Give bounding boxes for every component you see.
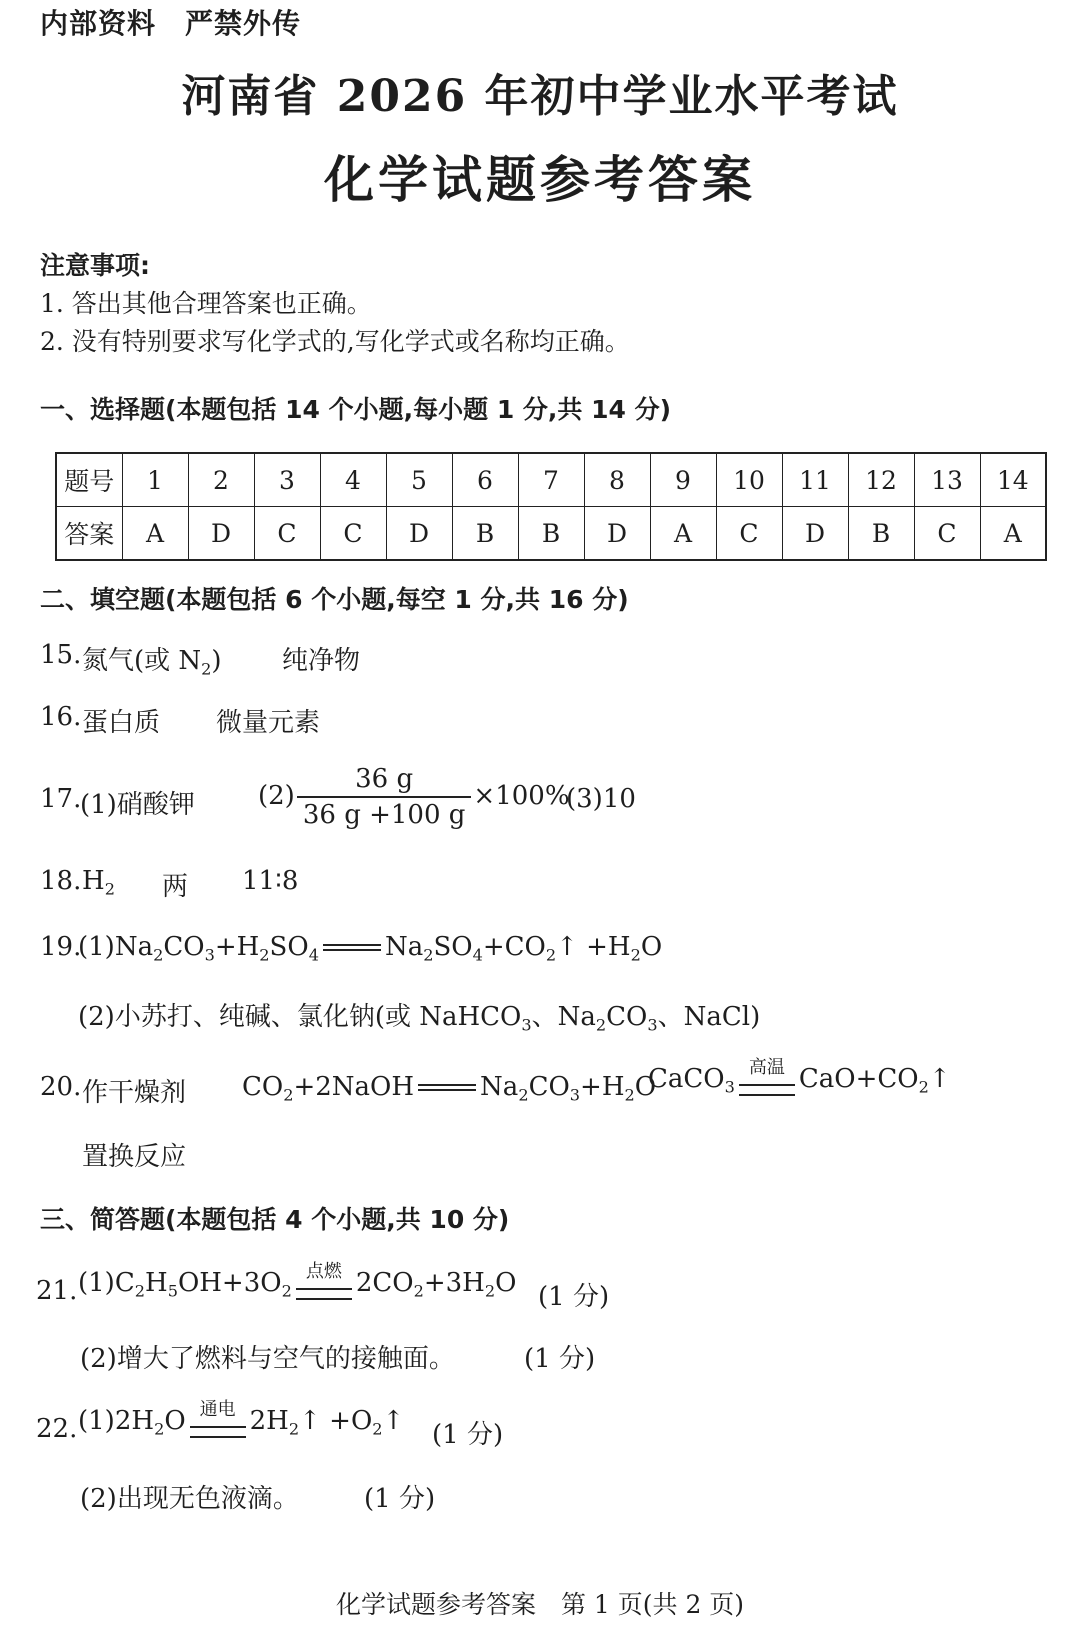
table-row-numbers — [56, 453, 1046, 507]
section3-heading: 三、简答题(本题包括 4 个小题,共 10 分) — [40, 1205, 510, 1234]
answer-cell: C — [716, 507, 782, 561]
page-footer: 化学试题参考答案 第 1 页(共 2 页) — [335, 1590, 745, 1619]
answer-cell: A — [122, 507, 188, 561]
q20-answer-1: 作干燥剂 — [82, 1078, 187, 1108]
row-label: 题号 — [56, 453, 122, 507]
answer-cell: D — [782, 507, 848, 561]
question-number-cell: 7 — [518, 453, 584, 507]
q22-score-1: (1 分) — [432, 1420, 504, 1450]
row-label: 答案 — [56, 507, 122, 561]
notes-heading: 注意事项: — [40, 251, 150, 280]
q19-part2: (2)小苏打、纯碱、氯化钠(或 NaHCO$_3$、$Na_2CO_3$、NaCl) — [78, 1002, 761, 1035]
q15-number: 15. — [40, 640, 82, 670]
question-number-cell: 13 — [914, 453, 980, 507]
note-item: 2. 没有特别要求写化学式的,写化学式或名称均正确。 — [40, 327, 630, 356]
answer-cell: C — [914, 507, 980, 561]
q21-score-2: (1 分) — [524, 1344, 596, 1374]
answer-cell: B — [848, 507, 914, 561]
q16-answer-2: 微量元素 — [216, 708, 321, 738]
reaction-condition: 通电 — [190, 1400, 246, 1444]
question-number-cell: 10 — [716, 453, 782, 507]
equals-sign — [418, 1078, 476, 1098]
q19-equation: $(1)Na_2CO_3+H_2SO_4$ $Na_2SO_4+CO_2↑ +H_2O$ — [78, 932, 663, 965]
q15-answer-2: 纯净物 — [282, 646, 361, 676]
section2-heading: 二、填空题(本题包括 6 个小题,每空 1 分,共 16 分) — [40, 585, 629, 614]
reaction-condition: 点燃 — [296, 1262, 352, 1306]
question-number-cell: 8 — [584, 453, 650, 507]
question-number-cell: 5 — [386, 453, 452, 507]
internal-note: 内部资料 严禁外传 — [40, 7, 302, 40]
q22-score-2: (1 分) — [364, 1484, 436, 1514]
multiple-choice-answer-table — [55, 452, 1047, 561]
fraction: $\frac{36 g}{36 g +100 g}$ — [297, 762, 472, 832]
q21-equation: $(1)C_2H_5OH+3O_2$ 点燃 $2CO_2+3H_2O$ — [78, 1262, 516, 1306]
question-number-cell: 3 — [254, 453, 320, 507]
answer-cell: D — [386, 507, 452, 561]
q17-part3: (3)10 — [566, 784, 636, 814]
q17-part1: (1)硝酸钾 — [80, 790, 195, 820]
question-number-cell: 12 — [848, 453, 914, 507]
table-row-answers — [56, 507, 1046, 561]
q18-answer-1: $H_2$ — [82, 866, 115, 899]
q18-answer-2: 两 — [162, 872, 189, 902]
reaction-condition: 高温 — [739, 1058, 795, 1102]
q17-part2: (2) $\frac{36 g}{36 g +100 g}$ ×100% — [258, 764, 570, 830]
q20-equation-2: CaCO$_3$ 高温 $CaO+CO_2↑$ — [648, 1058, 951, 1102]
answer-cell: D — [188, 507, 254, 561]
question-number-cell: 6 — [452, 453, 518, 507]
q22-part2: (2)出现无色液滴。 — [80, 1484, 299, 1514]
q17-number: 17. — [40, 784, 82, 814]
answer-cell: A — [650, 507, 716, 561]
note-item: 1. 答出其他合理答案也正确。 — [40, 289, 372, 318]
question-number-cell: 14 — [980, 453, 1046, 507]
q21-score-1: (1 分) — [538, 1282, 610, 1312]
q15-answer-1: 氮气(或 $N_2$) — [82, 646, 222, 679]
q22-equation: $(1)2H_2O$ 通电 $2H_2↑$ $+O_2↑$ — [78, 1400, 404, 1444]
answer-cell: C — [254, 507, 320, 561]
q20-number: 20. — [40, 1072, 82, 1102]
answer-key-title: 化学试题参考答案 — [324, 150, 756, 209]
exam-title: 河南省 2026 年初中学业水平考试 — [181, 71, 899, 122]
q16-number: 16. — [40, 702, 82, 732]
answer-cell: C — [320, 507, 386, 561]
section1-heading: 一、选择题(本题包括 14 个小题,每小题 1 分,共 14 分) — [40, 395, 672, 424]
answer-cell: B — [518, 507, 584, 561]
answer-cell: D — [584, 507, 650, 561]
q16-answer-1: 蛋白质 — [82, 708, 161, 738]
question-number-cell: 9 — [650, 453, 716, 507]
q18-number: 18. — [40, 866, 82, 896]
question-number-cell: 1 — [122, 453, 188, 507]
question-number-cell: 4 — [320, 453, 386, 507]
q22-number: 22. — [36, 1414, 78, 1444]
equals-sign — [323, 938, 381, 958]
q21-part2: (2)增大了燃料与空气的接触面。 — [80, 1344, 455, 1374]
q20-answer-4: 置换反应 — [82, 1142, 187, 1172]
answer-cell: B — [452, 507, 518, 561]
q19-number: 19. — [40, 932, 82, 962]
question-number-cell: 2 — [188, 453, 254, 507]
q21-number: 21. — [36, 1276, 78, 1306]
q20-equation-1: $CO_2+2NaOH$ $Na_2CO_3+H_2O$ — [242, 1072, 657, 1105]
q18-answer-3: 11∶8 — [242, 866, 299, 896]
question-number-cell: 11 — [782, 453, 848, 507]
answer-cell: A — [980, 507, 1046, 561]
